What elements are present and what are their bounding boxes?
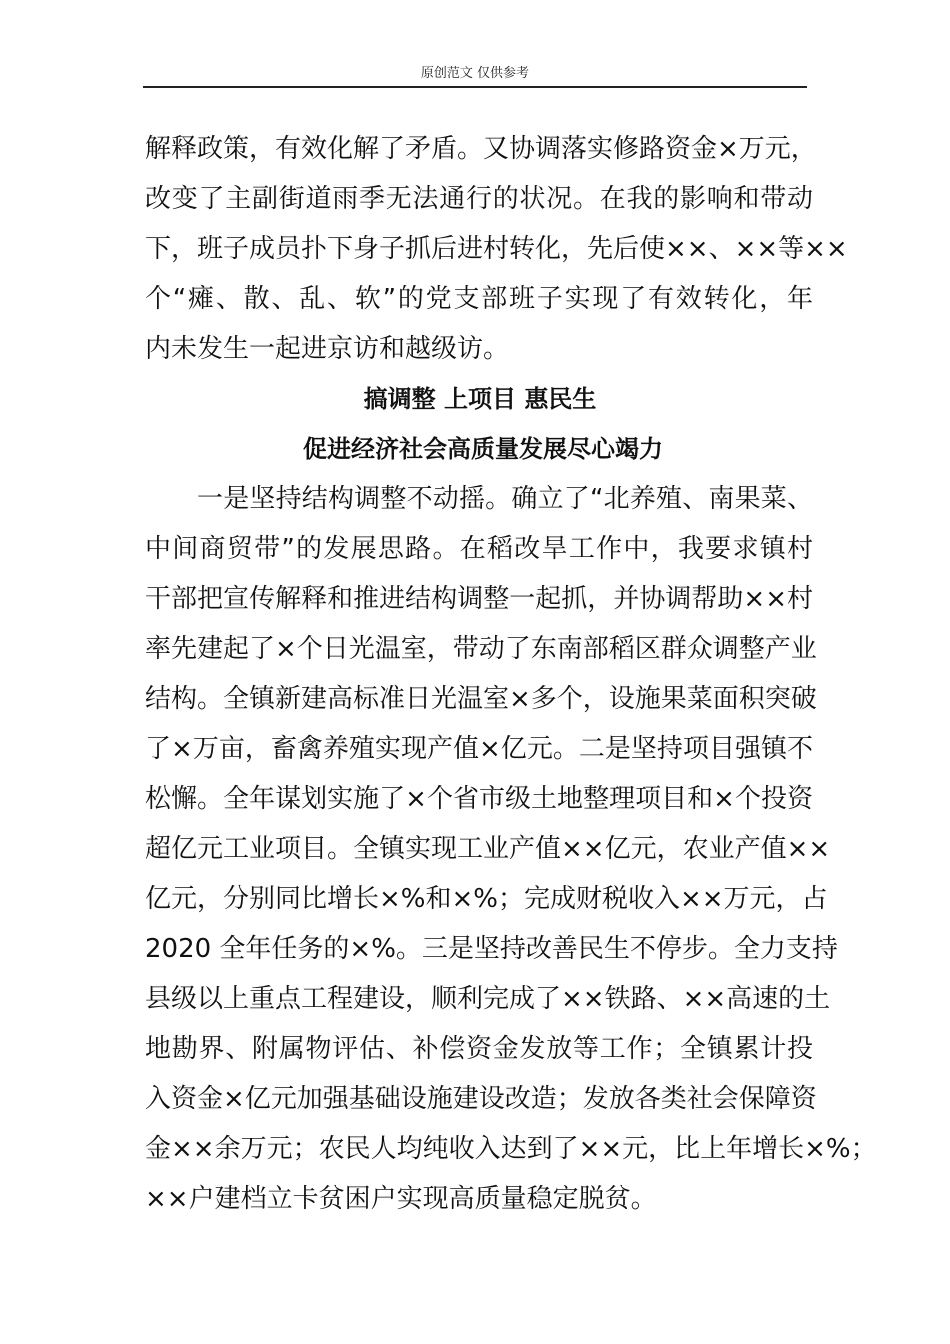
paragraph-line: 中间商贸带”的发展思路。在稻改旱工作中，我要求镇村 [145,534,813,564]
paragraph-line: 松懈。全年谋划实施了×个省市级土地整理项目和×个投资 [145,784,813,814]
paragraph-line: 亿元，分别同比增长×%和×%；完成财税收入××万元，占 [145,884,828,914]
paragraph-line: 个“瘫、散、乱、软”的党支部班子实现了有效转化，年 [145,284,813,314]
section-heading-line-1: 搞调整 上项目 惠民生 [363,385,597,413]
paragraph-line: 入资金×亿元加强基础设施建设改造；发放各类社会保障资 [145,1084,817,1114]
paragraph-2 [145,474,877,1224]
paragraph-1 [145,124,848,374]
paragraph-line: 县级以上重点工程建设，顺利完成了××铁路、××高速的土 [145,984,831,1014]
paragraph-line: 地勘界、附属物评估、补偿资金发放等工作；全镇累计投 [145,1034,813,1064]
paragraph-line: 率先建起了×个日光温室，带动了东南部稻区群众调整产业 [145,634,817,664]
paragraph-line: 结构。全镇新建高标准日光温室×多个，设施果菜面积突破 [145,684,817,714]
paragraph-line: 一是坚持结构调整不动摇。确立了“北养殖、南果菜、 [197,484,813,514]
paragraph-line: 2020 全年任务的×%。三是坚持改善民生不停步。全力支持 [145,934,838,964]
paragraph-line: 改变了主副街道雨季无法通行的状况。在我的影响和带动 [145,184,813,214]
paragraph-line: 下，班子成员扑下身子抓后进村转化，先后使××、××等×× [145,234,848,264]
paragraph-line: 了×万亩，畜禽养殖实现产值×亿元。二是坚持项目强镇不 [145,734,813,764]
paragraph-line: 金××余万元；农民人均纯收入达到了××元，比上年增长×%； [145,1134,877,1164]
paragraph-line: ××户建档立卡贫困户实现高质量稳定脱贫。 [145,1184,657,1214]
paragraph-line: 超亿元工业项目。全镇实现工业产值××亿元，农业产值×× [145,834,831,864]
section-heading-line-2: 促进经济社会高质量发展尽心竭力 [303,435,663,463]
section-heading [145,374,813,474]
paragraph-line: 干部把宣传解释和推进结构调整一起抓，并协调帮助××村 [145,584,813,614]
paragraph-line: 解释政策，有效化解了矛盾。又协调落实修路资金×万元， [145,134,817,164]
document-body [145,124,877,1224]
page-header: 原创范文 仅供参考 [143,64,807,88]
paragraph-line: 内未发生一起进京访和越级访。 [145,334,510,364]
